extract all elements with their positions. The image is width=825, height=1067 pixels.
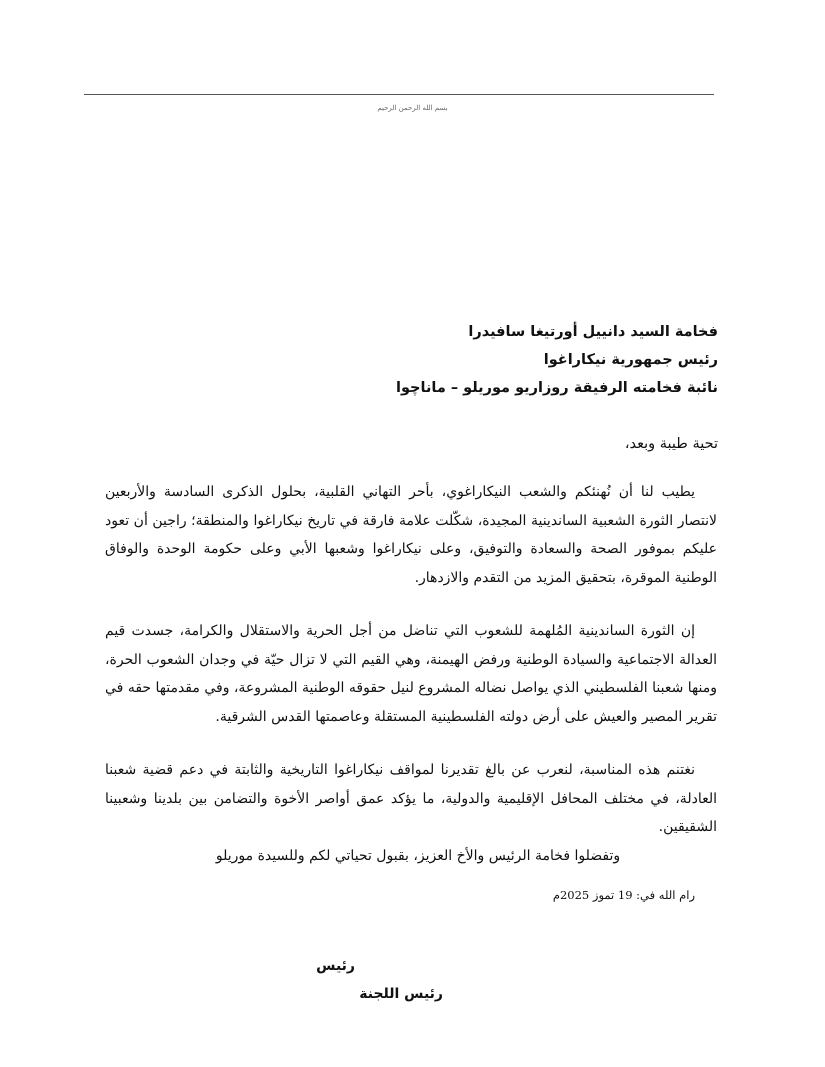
basmala-calligraphy: بسم الله الرحمن الرحيم xyxy=(377,104,448,112)
signature-title: رئيس xyxy=(316,958,355,974)
addressee-line-president: فخامة السيد دانييل أورتيغا سافيدرا xyxy=(468,324,718,340)
signature-subtitle: رئيس اللجنة xyxy=(359,986,443,1002)
header-divider xyxy=(84,94,714,95)
body-paragraph-congratulations: يطيب لنا أن نُهنئكم والشعب النيكاراغوي، بأحر التهاني القلبية، بحلول الذكرى السادسة والأربعين لانتصار الثورة الشعبية الساندينية المجيدة، شكّلت علامة فارقة في تاريخ نيكاراغوا والمنطقة؛ راجين أن تعود عليكم بموفور الصحة والسعادة والتوفيق، وعلى نيكاراغوا وشعبها الأبي وعلى حكومة الوحدة والوفاق الوطنية الموقرة، بتحقيق المزيد من التقدم والازدهار. xyxy=(105,484,717,586)
closing-line: وتفضلوا فخامة الرئيس والأخ العزيز، بقبول تحياتي لكم وللسيدة موريلو xyxy=(215,848,621,864)
body-paragraph-appreciation: نغتنم هذه المناسبة، لنعرب عن بالغ تقديرنا لمواقف نيكاراغوا التاريخية والثابتة في دعم قضية شعبنا العادلة، في مختلف المحافل الإقليمية والدولية، ما يؤكد عمق أواصر الأخوة والتضامن بين بلدينا وشعبينا الشقيقين. xyxy=(105,762,717,835)
body-paragraph-revolution: إن الثورة الساندينية المُلهمة للشعوب التي تناضل من أجل الحرية والاستقلال والكرامة، جسدت قيم العدالة الاجتماعية والسيادة الوطنية ورفض الهيمنة، وهي القيم التي لا تزال حيّة في وجدان الشعوب الحرة، ومنها شعبنا الفلسطيني الذي يواصل نضاله المشروع لنيل حقوقه الوطنية المشروعة، وفي مقدمتها حقه في تقرير المصير والعيش على أرض دولته الفلسطينية المستقلة وعاصمتها القدس الشرقية. xyxy=(105,623,717,725)
greeting: تحية طيبة وبعد، xyxy=(624,436,718,452)
addressee-line-vice-president: نائبة فخامته الرفيقة روزاريو موريلو – ماناچوا xyxy=(396,380,718,396)
addressee-line-title: رئيس جمهورية نيكاراغوا xyxy=(543,352,718,368)
date-line: رام الله في: 19 تموز 2025م xyxy=(552,888,695,902)
addressee-block xyxy=(218,318,718,402)
